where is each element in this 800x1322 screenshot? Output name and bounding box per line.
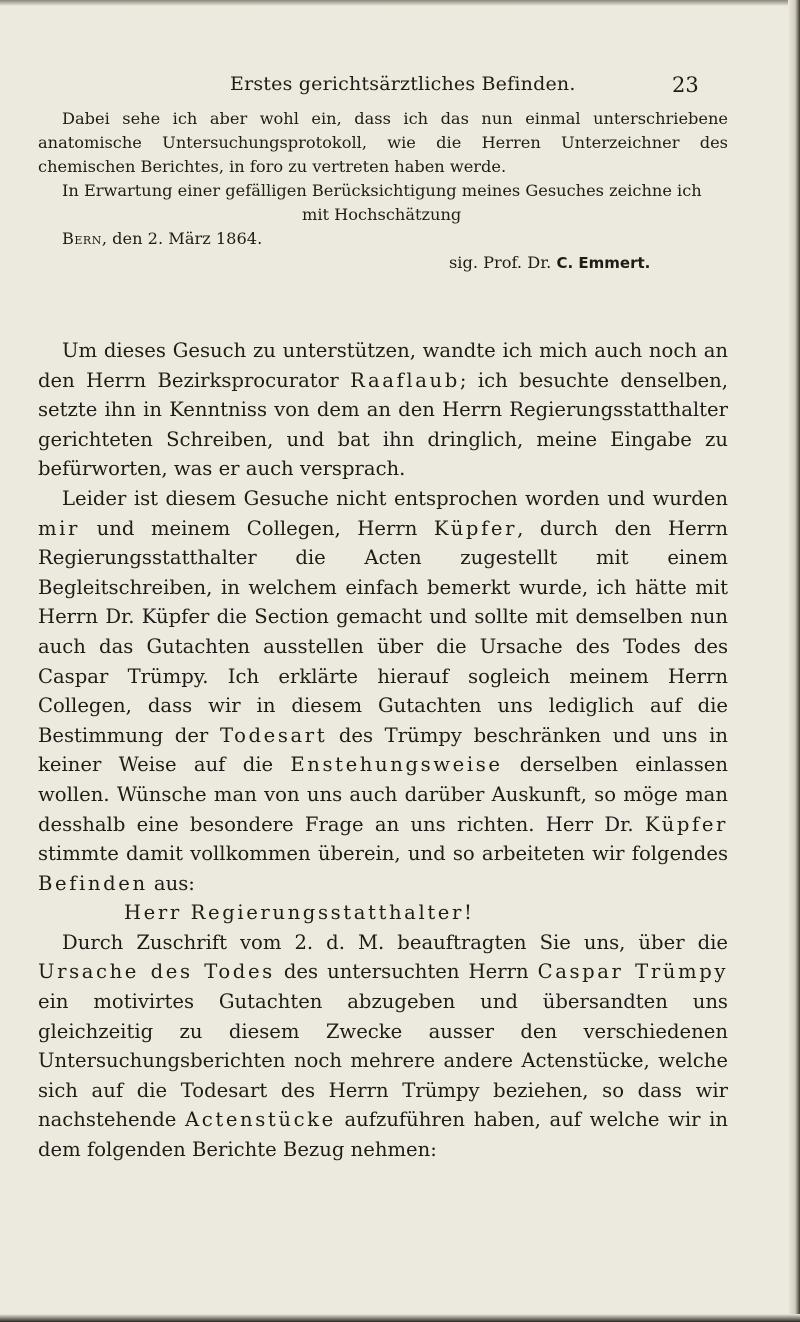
text-run: Um dieses Gesuch zu unterstützen, wandte ich mich auch noch an den Herrn Bezirksprocurator	[38, 339, 728, 392]
letter-paragraph-1: Dabei sehe ich aber wohl ein, dass ich das nun einmal unterschriebene anatomische Untersuchungsprotokoll, wie die Herren Unterzeichner des chemischen Berichtes, in foro zu vertreten haben werde.	[38, 109, 728, 176]
letter-date: , den 2. März 1864.	[101, 229, 263, 248]
page-edge-bottom	[0, 1314, 800, 1322]
emphasis-mir: mir	[38, 516, 81, 540]
text-run: aufzuführen haben, auf welche wir in dem folgenden Berichte Bezug nehmen:	[38, 1108, 729, 1162]
page-header	[0, 73, 800, 103]
letter-signature	[38, 251, 728, 275]
quoted-letter	[38, 107, 728, 275]
text-run: ein motivirtes Gutachten abzugeben und übersandten uns gleichzeitig zu diesem Zwecke ausser den verschiedenen Untersuchungsberichten noch mehrere andere Actenstücke, welche sich auf die Todesart des Herrn Trümpy beziehen, so dass wir nachstehende	[38, 990, 728, 1132]
person-name-kuepfer: Küpfer	[644, 812, 728, 836]
letter-paragraph-2: In Erwartung einer gefälligen Berücksichtigung meines Gesuches zeichne ich	[62, 181, 702, 200]
emphasis-befinden: Befinden	[38, 871, 148, 895]
text-run: ; ich besuchte denselben, setzte ihn in Kenntniss von dem an den Herrn Regierungsstatthalter gerichteten Schreiben, und bat ihn dringlich, meine Eingabe zu befürworten, was er auch versprach.	[38, 368, 728, 481]
text-run: , durch den Herrn Regierungsstatthalter die Acten zugestellt mit einem Begleitschreiben, in welchem einfach bemerkt wurde, ich hätte mit Herrn Dr. Küpfer die Section gemacht und sollte mit demselben nun auch das Gutachten ausstellen über die Ursache des Todes des Caspar Trümpy. Ich erklärte hierauf sogleich meinem Herrn Collegen, dass wir in diesem Gutachten uns lediglich auf die Bestimmung der	[38, 516, 728, 747]
letter-place: Bern	[62, 229, 102, 248]
person-name-kuepfer: Küpfer	[433, 516, 518, 540]
emphasis-ursache-des-todes: Ursache des Todes	[38, 960, 275, 984]
text-run: Durch Zuschrift vom 2. d. M. beauftragten Sie uns, über die	[62, 930, 728, 954]
text-run: stimmte damit vollkommen überein, und so arbeiteten wir folgendes	[38, 842, 728, 866]
text-run: aus:	[147, 871, 195, 895]
emphasis-todesart: Todesart	[219, 723, 328, 747]
text-run: Leider ist diesem Gesuche nicht entsprochen worden und wurden	[62, 486, 728, 510]
emphasis-actenstuecke: Actenstücke	[185, 1108, 336, 1132]
person-name-raaflaub: Raaflaub	[350, 368, 460, 392]
main-text	[38, 336, 728, 1165]
body-paragraph-1	[38, 336, 728, 484]
address-salutation: Herr Regierungsstatthalter!	[124, 901, 475, 925]
signature-name: C. Emmert.	[556, 254, 651, 272]
running-title: Erstes gerichtsärztliches Befinden.	[230, 73, 576, 95]
page-edge-top	[0, 0, 800, 6]
text-run: und meinem Collegen, Herrn	[80, 516, 434, 540]
letter-closing: mit Hochschätzung	[302, 205, 462, 224]
text-run: des Trümpy beschränken und uns in keiner Weise auf die	[38, 723, 729, 777]
text-run: des untersuchten Herrn	[274, 960, 538, 984]
letter-dateline	[38, 227, 728, 251]
page-number: 23	[672, 73, 699, 97]
signature-prefix: sig. Prof. Dr.	[449, 253, 552, 272]
emphasis-enstehungsweise: Enstehungsweise	[290, 753, 503, 777]
text-run: derselben einlassen wollen. Wünsche man von uns auch darüber Auskunft, so möge man desshalb eine besondere Frage an uns richten. Herr Dr.	[38, 753, 728, 836]
body-paragraph-3	[38, 928, 728, 1165]
person-name-caspar-truempy: Caspar Trümpy	[537, 960, 729, 984]
page-edge-right	[788, 0, 800, 1322]
body-paragraph-2	[38, 484, 728, 898]
